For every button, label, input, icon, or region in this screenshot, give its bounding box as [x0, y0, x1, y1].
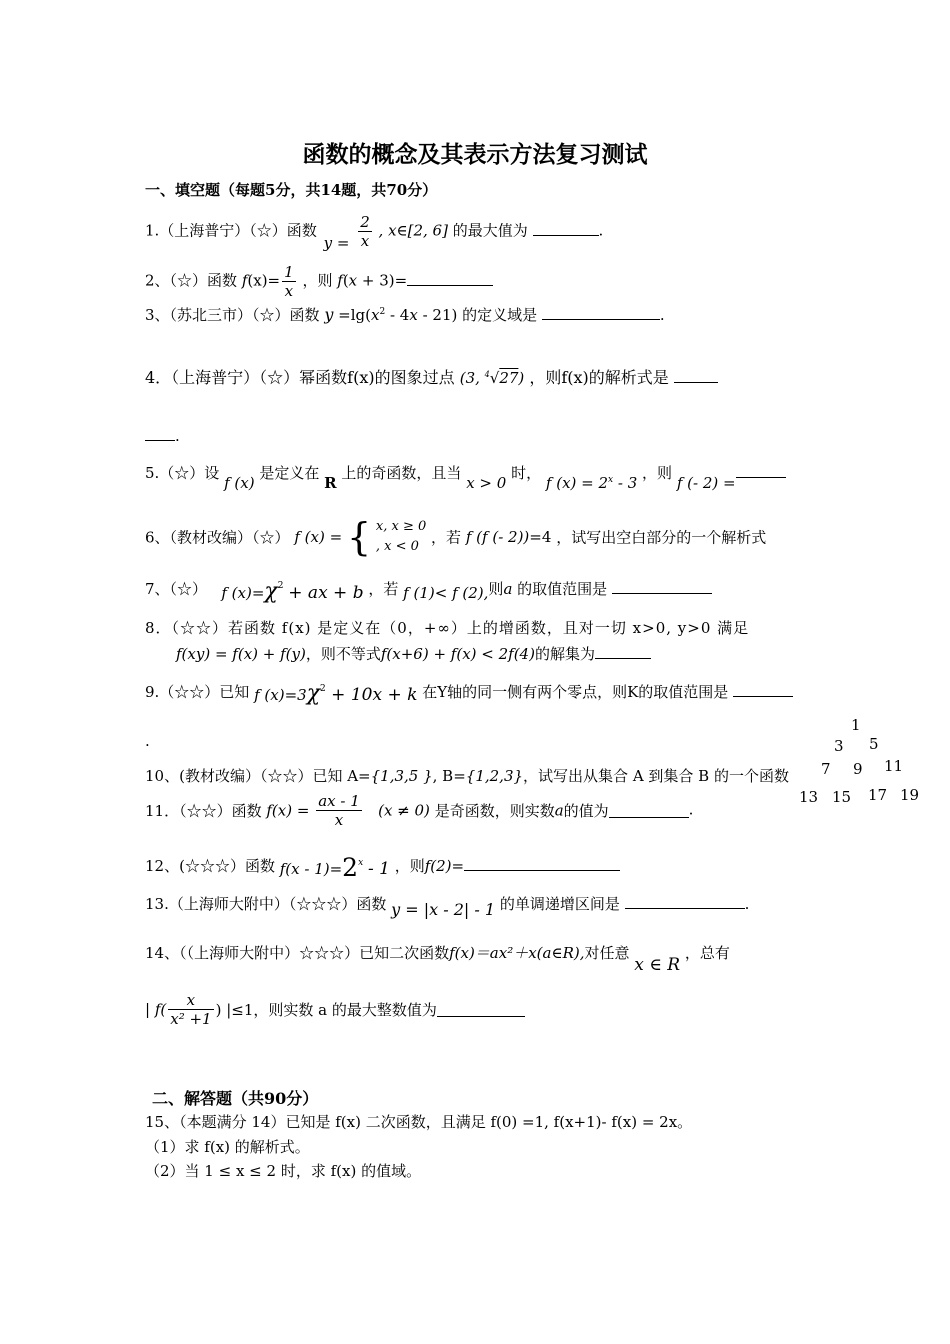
question-15-part-1: （1）求 f(x) 的解析式。 [145, 1138, 310, 1156]
q1-fraction: y = [323, 233, 350, 252]
section-answer: 二、解答题（共90分） [152, 1089, 319, 1108]
q14-answer-blank[interactable] [437, 1002, 525, 1017]
triangle-number: 13 [799, 788, 819, 806]
triangle-number: 17 [868, 786, 888, 804]
section-fill-in: 一、填空题（每题5分，共14题，共70分） [145, 181, 438, 199]
question-9: 9.（☆☆）已知 f $(x)=3\chi^2 + 10x + k$ 在Y轴的同一侧有两个零点，则K的取值范围是 [145, 678, 793, 703]
q9-dot: . [145, 732, 150, 750]
q7-answer-blank[interactable] [612, 579, 712, 594]
question-14-line-2: | f( $\frac{x}{\text{x² +1}}$ ) |≤1，则实数 a 的最大整数值为 [145, 991, 525, 1028]
q4-continuation: . [145, 426, 180, 445]
question-8-line-2: f(xy) = f(x) + f(y)，则不等式f(x+6) + f(x) < 2f(4)的解集为 [176, 643, 651, 664]
q9-answer-blank[interactable] [733, 682, 793, 697]
question-14: 14、（（上海师大附中）☆☆☆）已知二次函数f(x)＝ax²＋x(a∈R),对任意 x ∈ R ，总有 [145, 944, 730, 975]
question-11: 11．（☆☆）函数 f(x) = $\frac{ax - 1}{x}$ (x ≠ 0) 是奇函数，则实数a的值为 . [145, 792, 694, 829]
triangle-number: 19 [900, 786, 920, 804]
triangle-number: 9 [853, 760, 863, 778]
triangle-number: 11 [884, 757, 904, 775]
question-2: 2、（☆）函数 f(x)= $\frac{1}{x}$ ，则 f(x + 3)= [145, 263, 493, 300]
q14-frac: $\frac{x}{\text{x² +1}}$ [170, 991, 212, 1028]
question-12: 12、(☆☆☆）函数 $f(x - 1)=2^x - 1$ ，则f(2)= [145, 848, 620, 877]
q2-answer-blank[interactable] [407, 271, 493, 286]
triangle-number: 1 [851, 716, 861, 734]
triangle-number: 15 [832, 788, 852, 806]
q1-answer-blank[interactable] [533, 221, 599, 236]
question-5: 5.（☆）设 f (x) 是定义在 R 上的奇函数，且当 x > 0 时， f $(x) = 2^x - 3$ ，则 f (- 2) = [145, 462, 786, 483]
q1-text: 1.（上海普宁）（☆）函数 [145, 221, 317, 240]
page-title: 函数的概念及其表示方法复习测试 [302, 141, 648, 168]
q6-piecewise: x, x ≥ 0 , x < 0 [375, 519, 427, 554]
q4-answer-blank-2[interactable] [145, 426, 175, 441]
triangle-number: 7 [821, 760, 831, 778]
q11-answer-blank[interactable] [609, 803, 689, 818]
question-15-part-2: （2）当 1 ≤ x ≤ 2 时，求 f(x) 的值域。 [145, 1162, 422, 1180]
question-8-line-1: 8．（☆☆）若函数 f(x) 是定义在（0，+∞）上的增函数，且对一切 x>0, y>0 满足 [145, 619, 750, 637]
q4-answer-blank[interactable] [674, 368, 718, 383]
triangle-number: 5 [869, 735, 879, 753]
q1-tail: 的最大值为 [452, 221, 528, 240]
question-15-line-1: 15、（本题满分 14）已知是 f(x) 二次函数，且满足 f(0) =1, f(x+1)- f(x) = 2x。 [145, 1113, 693, 1131]
q11-frac: $\frac{ax - 1}{x}$ [318, 792, 360, 829]
triangle-number: 3 [834, 737, 844, 755]
q2-frac: $\frac{1}{x}$ [284, 263, 294, 300]
question-4: 4．（上海普宁）（☆）幂函数f(x)的图象过点 (3, $^4$√27) ，则f(x)的解析式是 [145, 365, 718, 388]
q1-frac-two-over-x: $\frac{2}{x}$ [360, 213, 370, 250]
question-6: 6、（教材改编）（☆） f (x) = { x, x ≥ 0 , x < 0 ，若 f (f (- 2))=4 ，试写出空白部分的一个解析式 [145, 515, 767, 559]
question-3: 3、（苏北三市）（☆）函数 $y =\lg(x^2 - 4x - 21)$ 的定义域是 . [145, 305, 665, 324]
q8-answer-blank[interactable] [595, 644, 651, 659]
question-7: 7、（☆） f $(x)=\chi^2$ + ax + b ，若 f (1)< f (2),则a 的取值范围是 [145, 575, 712, 600]
q12-answer-blank[interactable] [464, 856, 620, 871]
question-13: 13.（上海师大附中）（☆☆☆）函数 y = |x - 2| - 1 的单调递增区间是 . [145, 895, 750, 919]
question-1: 1.（上海普宁）（☆）函数 y = $\frac{2}{x}$ , x∈[2, 6] 的最大值为 . [145, 213, 604, 252]
q5-answer-blank[interactable] [736, 463, 786, 478]
q3-answer-blank[interactable] [542, 305, 660, 320]
question-10: 10、(教材改编）（☆☆）已知 A={1,3,5 }, B={1,2,3}，试写出从集合 A 到集合 B 的一个函数 [145, 767, 789, 785]
q13-answer-blank[interactable] [625, 894, 745, 909]
